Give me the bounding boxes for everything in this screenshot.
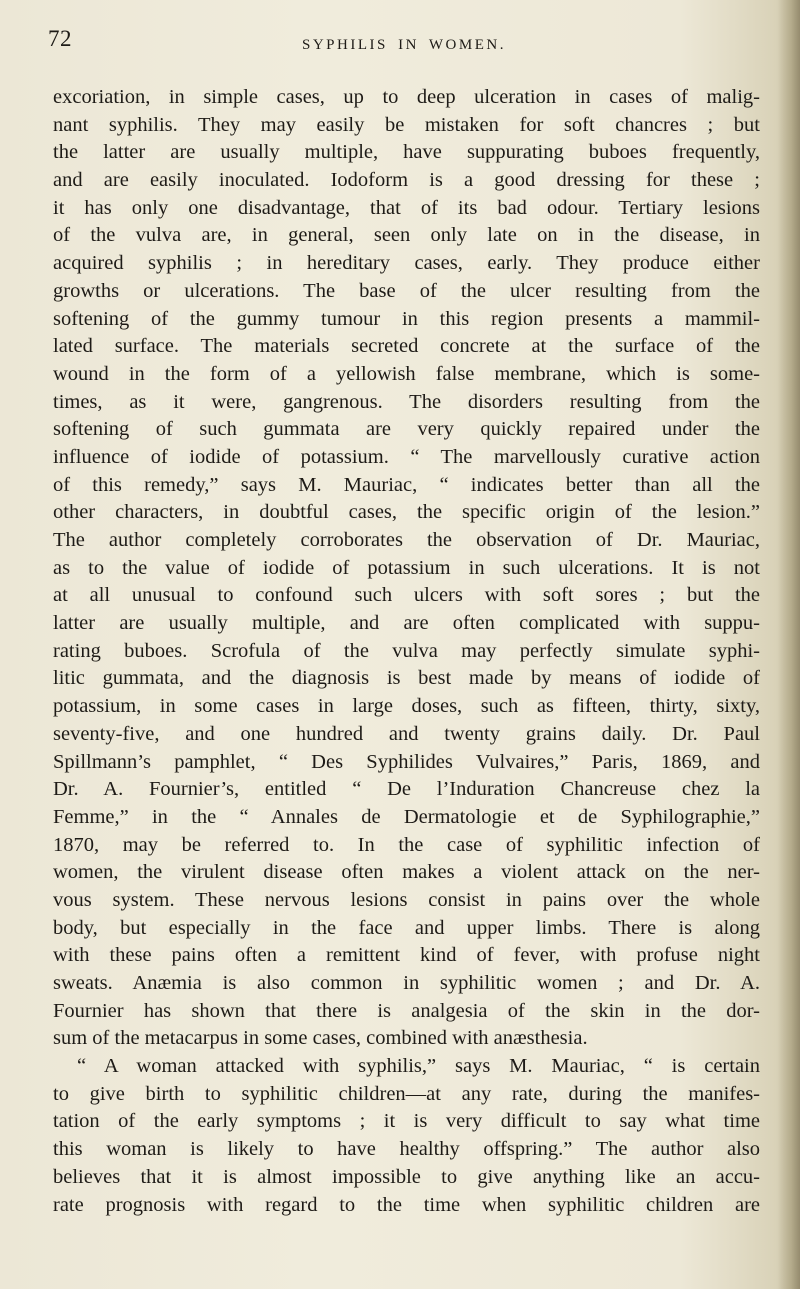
text-line: rating buboes. Scrofula of the vulva may perfectly simulate syphi- <box>53 639 760 662</box>
text-line: women, the virulent disease often makes a violent attack on the ner- <box>53 861 760 884</box>
text-line: body, but especially in the face and upper limbs. There is along <box>53 916 760 939</box>
text-line: latter are usually multiple, and are often complicated with suppu- <box>53 612 760 635</box>
text-line: of the vulva are, in general, seen only late on in the disease, in <box>53 224 760 247</box>
page-header <box>48 26 760 66</box>
text-line: Dr. A. Fournier’s, entitled “ De l’Induration Chancreuse chez la <box>53 778 760 801</box>
text-line: influence of iodide of potassium. “ The marvellously curative action <box>53 445 760 468</box>
text-line: 1870, may be referred to. In the case of syphilitic infection of <box>53 833 760 856</box>
text-line: litic gummata, and the diagnosis is best made by means of iodide of <box>53 667 760 690</box>
page-edge-shadow <box>778 0 800 1289</box>
text-line: Fournier has shown that there is analgesia of the skin in the dor- <box>53 999 760 1022</box>
text-line: wound in the form of a yellowish false membrane, which is some- <box>53 362 760 385</box>
text-line: The author completely corroborates the observation of Dr. Mauriac, <box>53 529 760 551</box>
text-line: lated surface. The materials secreted concrete at the surface of the <box>53 335 760 358</box>
text-line: this woman is likely to have healthy offspring.” The author also <box>53 1138 760 1161</box>
text-line: believes that it is almost impossible to give anything like an accu- <box>53 1165 760 1188</box>
text-line: it has only one disadvantage, that of its bad odour. Tertiary lesions <box>53 196 760 219</box>
page-number: 72 <box>48 26 72 51</box>
text-line: vous system. These nervous lesions consist in pains over the whole <box>53 888 760 911</box>
running-title: SYPHILIS IN WOMEN. <box>302 37 506 53</box>
text-line: Femme,” in the “ Annales de Dermatologie et de Syphilographie,” <box>53 805 760 828</box>
text-line: potassium, in some cases in large doses, such as fifteen, thirty, sixty, <box>53 695 760 718</box>
text-line: rate prognosis with regard to the time when syphilitic children are <box>53 1193 760 1216</box>
text-line: sum of the metacarpus in some cases, combined with anæsthesia. <box>53 1027 588 1050</box>
text-line: softening of the gummy tumour in this region presents a mammil- <box>53 307 760 330</box>
text-line: times, as it were, gangrenous. The disorders resulting from the <box>53 390 760 413</box>
text-line: at all unusual to confound such ulcers with soft sores ; but the <box>53 584 760 607</box>
text-line: nant syphilis. They may easily be mistaken for soft chancres ; but <box>53 113 760 136</box>
text-line: to give birth to syphilitic children—at any rate, during the manifes- <box>53 1082 760 1105</box>
text-line: of this remedy,” says M. Mauriac, “ indicates better than all the <box>53 473 760 496</box>
text-line: tation of the early symptoms ; it is very difficult to say what time <box>53 1110 760 1133</box>
text-line: sweats. Anæmia is also common in syphilitic women ; and Dr. A. <box>53 972 760 994</box>
text-line: growths or ulcerations. The base of the ulcer resulting from the <box>53 279 760 302</box>
text-line: softening of such gummata are very quickly repaired under the <box>53 418 760 441</box>
text-line: seventy-five, and one hundred and twenty grains daily. Dr. Paul <box>53 722 760 745</box>
text-line: “ A woman attacked with syphilis,” says M. Mauriac, “ is certain <box>77 1055 760 1078</box>
text-line: the latter are usually multiple, have suppurating buboes frequently, <box>53 141 760 164</box>
text-line: with these pains often a remittent kind of fever, with profuse night <box>53 944 760 967</box>
body-text <box>53 84 760 1219</box>
text-line: acquired syphilis ; in hereditary cases, early. They produce either <box>53 252 760 275</box>
text-line: other characters, in doubtful cases, the specific origin of the lesion.” <box>53 501 760 524</box>
text-line: and are easily inoculated. Iodoform is a good dressing for these ; <box>53 169 760 192</box>
text-line: as to the value of iodide of potassium in such ulcerations. It is not <box>53 556 760 579</box>
text-line: excoriation, in simple cases, up to deep ulceration in cases of malig- <box>53 86 760 108</box>
text-line: Spillmann’s pamphlet, “ Des Syphilides Vulvaires,” Paris, 1869, and <box>53 750 760 773</box>
